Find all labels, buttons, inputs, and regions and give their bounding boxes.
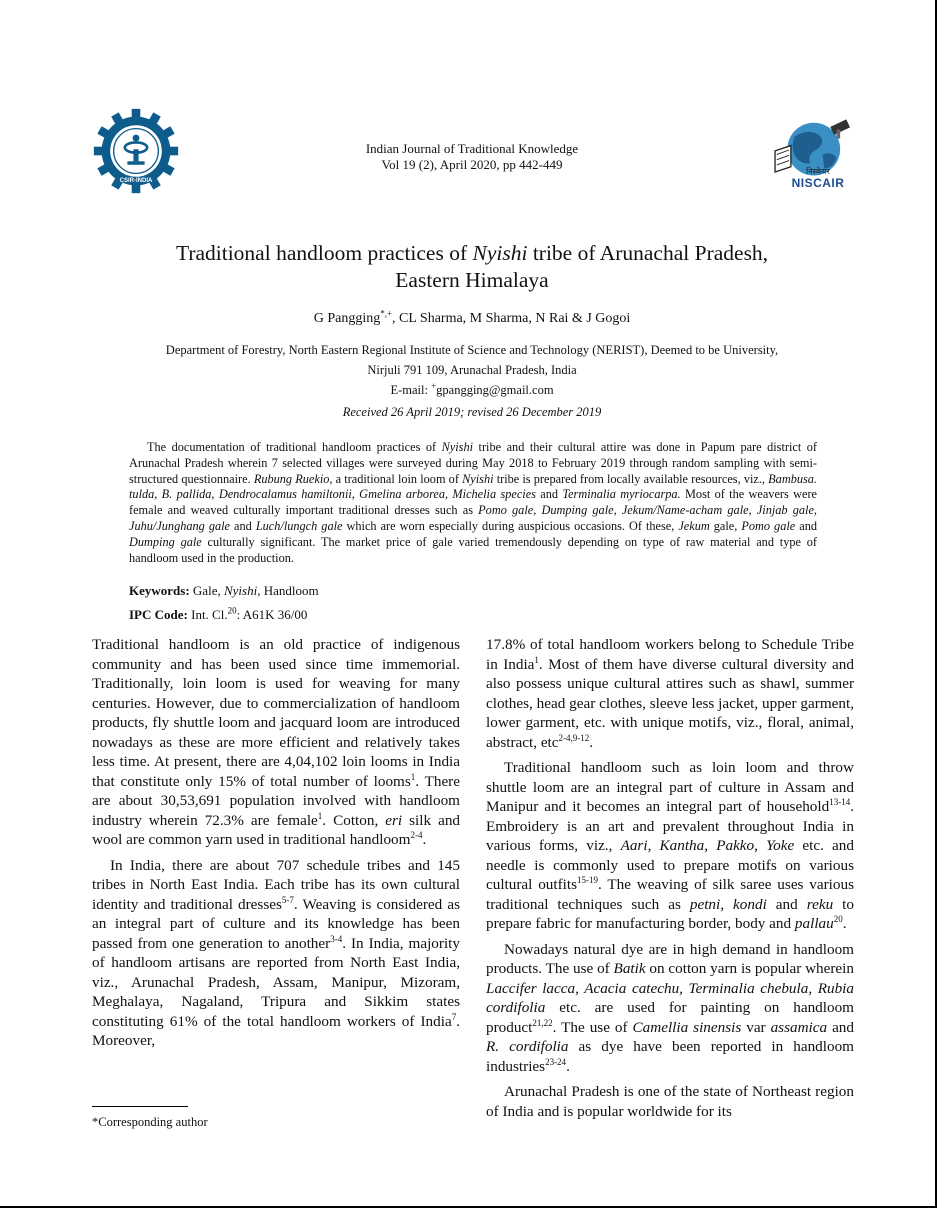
abstract: The documentation of traditional handloom practices of Nyishi tribe and their cultural attire was done in Papum pare district of Arunachal Pradesh wherein 7 selected villages were surveyed during May 2018 to February 2019 through random sampling with semi-structured questionnaire. Rubung Ruekio, a traditional loin loom of Nyishi tribe is prepared from locally available resources, viz., Bambusa. tulda, B. pallida, Dendrocalamus hamiltonii, Gmelina arborea, Michelia species and Terminalia myriocarpa. Most of the weavers were female and weaved culturally important traditional dresses such as Pomo gale, Dumping gale, Jekum/Name-acham gale, Jinjab gale, Juhu/Junghang gale and Luch/lungch gale which are worn especially during auspicious occasions. Of these, Jekum gale, Pomo gale and Dumping gale culturally significant. The market price of gale varied tremendously depending on type of raw material and type of handloom used in the production. [129, 440, 818, 565]
paragraph: Arunachal Pradesh is one of the state of Northeast region of India and is popular worldwide for its [486, 1083, 854, 1120]
title-tribe-name: Nyishi [472, 241, 528, 265]
email-line: E-mail: +gpangging@gmail.com [390, 380, 554, 397]
received-dates: Received 26 April 2019; revised 26 December 2019 [342, 405, 602, 419]
body-column-right [486, 635, 854, 1127]
author-list: G Pangging*,+, CL Sharma, M Sharma, N Rai & J Gogoi [313, 308, 631, 326]
volume-line: Vol 19 (2), April 2020, pp 442-449 [381, 157, 563, 172]
footnote: *Corresponding author [92, 1115, 208, 1129]
paragraph: Traditional handloom is an old practice of indigenous community and has been used since time immemorial. Traditionally, loin loom is used for weaving for many centuries. However, due to commercialization of handloom products, fly shuttle loom and jacquard loom are introduced nowadays as these are more efficient and relatively takes less time. At present, there are 4,04,102 loin looms in India that constitute only 15% of total number of looms$^1$. There are about 30,53,691 population involved with handloom industry wherein 72.3% are female$^1$. Cotton, eri silk and wool are common yarn used in traditional handloom$^{2-4}$. [92, 636, 461, 848]
journal-header [300, 141, 644, 173]
paragraph: Nowadays natural dye are in high demand in handloom products. The use of Batik on cotton yarn is popular wherein Laccifer lacca, Acacia catechu, Terminalia chebula, Rubia cordifolia etc. are used for painting on handloom product$^{21,22}$. The use of Camellia sinensis var assamica and R. cordifolia as dye have been reported in handloom industries$^{23-24}$. [486, 940, 854, 1075]
paragraph: 17.8% of total handloom workers belong to Schedule Tribe in India$^1$. Most of them have diverse cultural diversity and also possess unique cultural attires such as shawl, summer clothes, head gear clothes, sleeve less jacket, upper garment, lower garment, etc. with unique motifs, viz., floral, animal, abstract, etc$^{2-4,9-12}$. [486, 636, 854, 751]
csir-logo-icon [93, 108, 179, 194]
footnote-rule [92, 1106, 188, 1107]
email-link[interactable]: gpangging@gmail.com [436, 383, 554, 397]
body-column-left [92, 635, 460, 1057]
affiliation: Department of Forestry, North Eastern Regional Institute of Science and Technology (NERIST), Deemed to be University, Nirjuli 791 109, Arunachal Pradesh, India E-mail: +gpangging@gmail.com [100, 340, 844, 400]
csir-logo-text: CSIR-INDIA [119, 177, 153, 184]
ipc-code: IPC Code: Int. Cl.$^{20}$: A61K 36/00 [129, 605, 308, 622]
paper-title: Traditional handloom practices of Nyishi tribe of Arunachal Pradesh, Eastern Himalaya [175, 241, 769, 292]
niscair-label: NISCAIR [791, 176, 845, 190]
keywords: Keywords: Gale, Nyishi, Handloom [129, 583, 319, 598]
niscair-hindi-label: निस्केयर [806, 167, 830, 176]
paragraph: Traditional handloom such as loin loom and throw shuttle loom are an integral part of culture in Assam and Manipur and it becomes an integral part of household$^{13-14}$. Embroidery is an art and prevalent throughout India in various forms, viz., Aari, Kantha, Pakko, Yoke etc. and needle is commonly used to prepare motifs on various cultural outfits$^{15-19}$. The weaving of silk saree uses various traditional techniques such as petni, kondi and reku to prepare fabric for manufacturing border, body and pallau$^{20}$. [486, 759, 854, 932]
paragraph: In India, there are about 707 schedule tribes and 145 tribes in North East India. Each tribe has its own cultural identity and traditional dresses$^{5-7}$. Weaving is considered as an integral part of culture and its knowledge has been passed from one generation to another$^{3-4}$. In India, majority of handloom artisans are reported from North East India, viz., Arunachal Pradesh, Assam, Manipur, Mizoram, Meghalaya, Nagaland, Tripura and Sikkim states constituting 61% of the total handloom workers of India$^7$. Moreover, [92, 856, 460, 1049]
journal-name: Indian Journal of Traditional Knowledge [365, 141, 579, 156]
